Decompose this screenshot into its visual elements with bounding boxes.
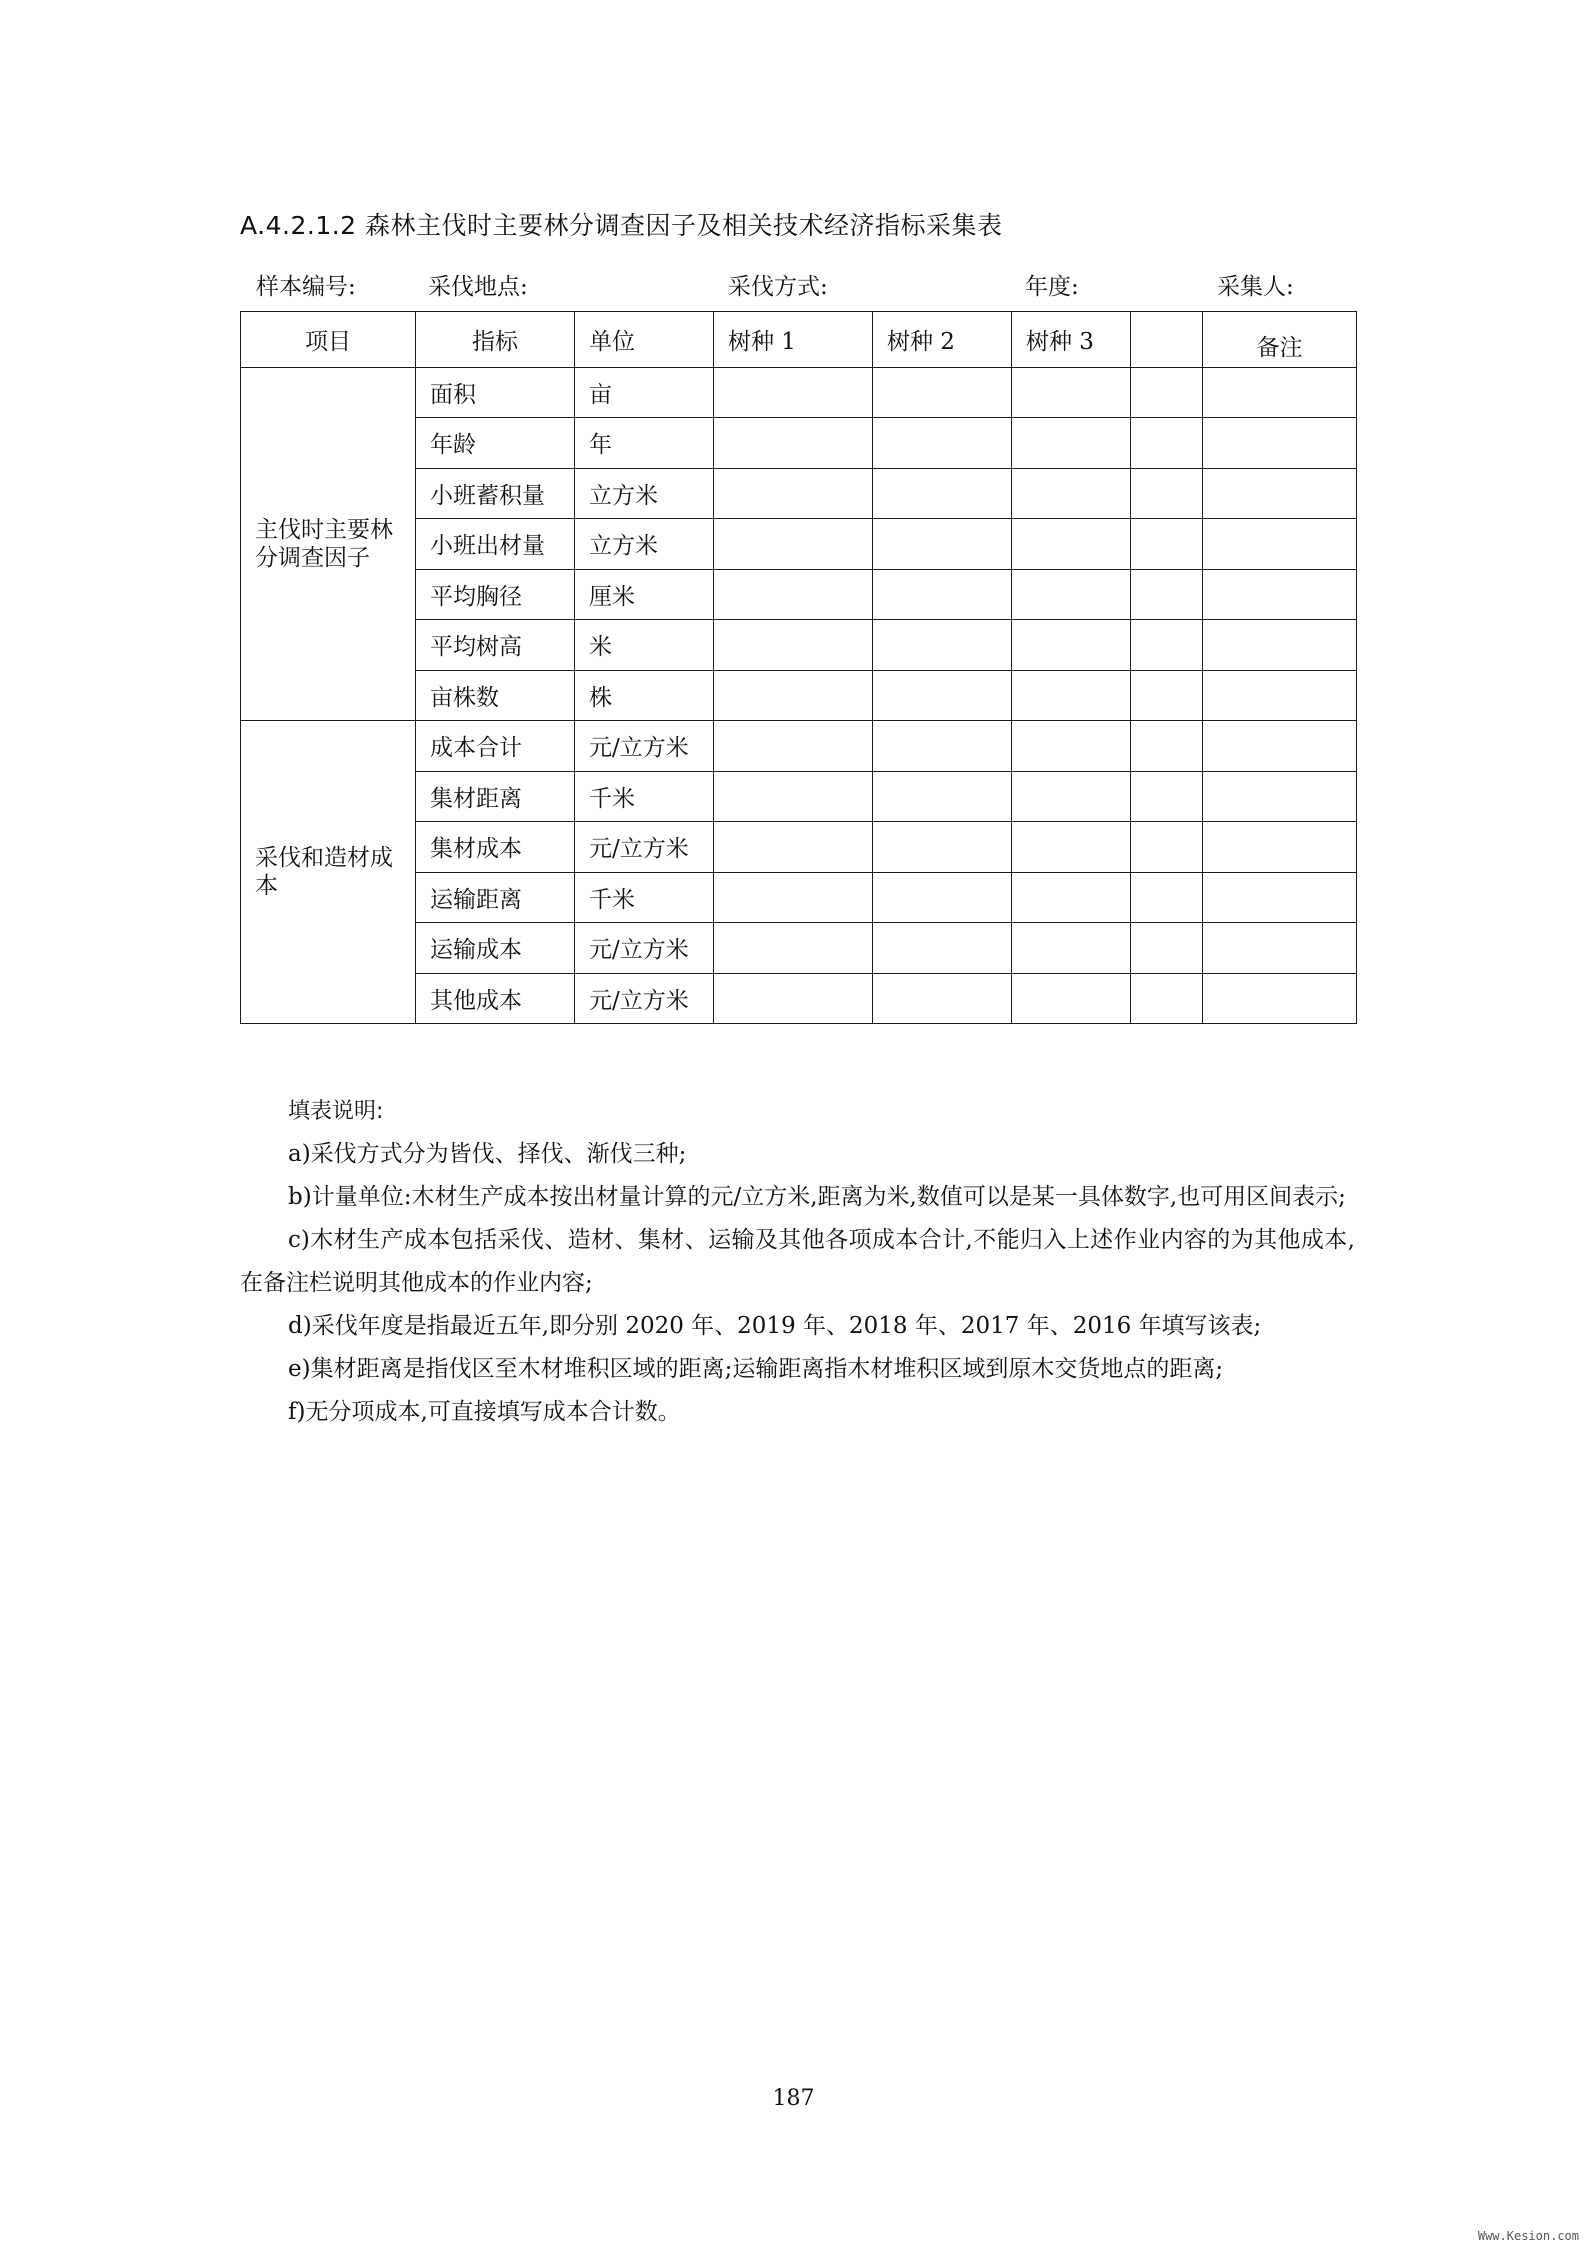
species-3-cell[interactable]	[1012, 367, 1131, 418]
remark-cell[interactable]	[1203, 569, 1357, 620]
species-3-cell[interactable]	[1012, 923, 1131, 974]
indicator-cell: 平均胸径	[416, 569, 575, 620]
species-2-cell[interactable]	[873, 367, 1012, 418]
sample-number-label: 样本编号:	[256, 274, 356, 300]
fill-instructions	[240, 1090, 1355, 1434]
species-3-cell[interactable]	[1012, 822, 1131, 873]
remark-cell[interactable]	[1203, 468, 1357, 519]
species-1-cell[interactable]	[714, 519, 873, 570]
indicator-cell: 小班蓄积量	[416, 468, 575, 519]
remark-cell[interactable]	[1203, 519, 1357, 570]
instructions-list	[240, 1133, 1355, 1434]
indicator-cell: 集材距离	[416, 771, 575, 822]
species-2-cell[interactable]	[873, 670, 1012, 721]
remark-cell[interactable]	[1203, 721, 1357, 772]
remark-cell[interactable]	[1203, 923, 1357, 974]
indicator-cell: 集材成本	[416, 822, 575, 873]
species-3-cell[interactable]	[1012, 973, 1131, 1024]
year-label: 年度:	[1025, 274, 1079, 300]
remark-cell[interactable]	[1203, 620, 1357, 671]
remark-cell[interactable]	[1203, 872, 1357, 923]
instruction-item: d)采伐年度是指最近五年,即分别 2020 年、2019 年、2018 年、2017 年、2016 年填写该表;	[288, 1313, 1262, 1339]
watermark: Www.Kesion.com	[1477, 2229, 1579, 2243]
instruction-item: e)集材距离是指伐区至木材堆积区域的距离;运输距离指木材堆积区域到原木交货地点的距离;	[288, 1356, 1224, 1382]
header-unit: 单位	[575, 312, 714, 368]
blank-cell[interactable]	[1131, 418, 1203, 469]
species-2-cell[interactable]	[873, 923, 1012, 974]
species-1-cell[interactable]	[714, 923, 873, 974]
remark-cell[interactable]	[1203, 670, 1357, 721]
table-row	[241, 721, 1357, 772]
blank-cell[interactable]	[1131, 923, 1203, 974]
blank-cell[interactable]	[1131, 367, 1203, 418]
harvest-method-label: 采伐方式:	[728, 274, 828, 300]
indicator-cell: 其他成本	[416, 973, 575, 1024]
indicator-cell: 平均树高	[416, 620, 575, 671]
remark-cell[interactable]	[1203, 822, 1357, 873]
species-2-cell[interactable]	[873, 721, 1012, 772]
unit-cell: 立方米	[575, 519, 714, 570]
blank-cell[interactable]	[1131, 771, 1203, 822]
blank-cell[interactable]	[1131, 468, 1203, 519]
species-1-cell[interactable]	[714, 771, 873, 822]
instruction-item: c)木材生产成本包括采伐、造材、集材、运输及其他各项成本合计,不能归入上述作业内容的为其他成本,在备注栏说明其他成本的作业内容;	[240, 1227, 1355, 1296]
header-remark: 备注	[1203, 312, 1357, 368]
species-3-cell[interactable]	[1012, 721, 1131, 772]
species-1-cell[interactable]	[714, 872, 873, 923]
remark-cell[interactable]	[1203, 367, 1357, 418]
unit-cell: 千米	[575, 771, 714, 822]
instruction-item: b)计量单位:木材生产成本按出材量计算的元/立方米,距离为米,数值可以是某一具体数字,也可用区间表示;	[288, 1184, 1346, 1210]
species-2-cell[interactable]	[873, 620, 1012, 671]
species-1-cell[interactable]	[714, 721, 873, 772]
remark-cell[interactable]	[1203, 418, 1357, 469]
species-2-cell[interactable]	[873, 973, 1012, 1024]
species-1-cell[interactable]	[714, 822, 873, 873]
header-species-1: 树种 1	[714, 312, 873, 368]
species-2-cell[interactable]	[873, 468, 1012, 519]
species-3-cell[interactable]	[1012, 670, 1131, 721]
species-1-cell[interactable]	[714, 620, 873, 671]
instruction-item: f)无分项成本,可直接填写成本合计数。	[288, 1399, 681, 1425]
remark-cell[interactable]	[1203, 973, 1357, 1024]
species-1-cell[interactable]	[714, 367, 873, 418]
blank-cell[interactable]	[1131, 721, 1203, 772]
species-3-cell[interactable]	[1012, 519, 1131, 570]
species-1-cell[interactable]	[714, 569, 873, 620]
species-3-cell[interactable]	[1012, 418, 1131, 469]
blank-cell[interactable]	[1131, 569, 1203, 620]
blank-cell[interactable]	[1131, 822, 1203, 873]
indicator-cell: 亩株数	[416, 670, 575, 721]
survey-table	[240, 311, 1357, 1024]
species-1-cell[interactable]	[714, 468, 873, 519]
unit-cell: 株	[575, 670, 714, 721]
species-1-cell[interactable]	[714, 973, 873, 1024]
indicator-cell: 小班出材量	[416, 519, 575, 570]
species-3-cell[interactable]	[1012, 771, 1131, 822]
header-species-3: 树种 3	[1012, 312, 1131, 368]
species-2-cell[interactable]	[873, 822, 1012, 873]
unit-cell: 千米	[575, 872, 714, 923]
collector-label: 采集人:	[1217, 274, 1294, 300]
species-2-cell[interactable]	[873, 519, 1012, 570]
species-2-cell[interactable]	[873, 418, 1012, 469]
species-3-cell[interactable]	[1012, 872, 1131, 923]
remark-cell[interactable]	[1203, 771, 1357, 822]
indicator-cell: 运输成本	[416, 923, 575, 974]
species-3-cell[interactable]	[1012, 569, 1131, 620]
species-2-cell[interactable]	[873, 872, 1012, 923]
header-blank	[1131, 312, 1203, 368]
indicator-cell: 面积	[416, 367, 575, 418]
group-label: 主伐时主要林分调查因子	[241, 367, 416, 721]
indicator-cell: 运输距离	[416, 872, 575, 923]
form-meta-line	[240, 268, 1360, 298]
blank-cell[interactable]	[1131, 670, 1203, 721]
species-3-cell[interactable]	[1012, 620, 1131, 671]
unit-cell: 元/立方米	[575, 822, 714, 873]
page-title: A.4.2.1.2 森林主伐时主要林分调查因子及相关技术经济指标采集表	[240, 211, 1003, 240]
page-number: 187	[772, 2086, 815, 2111]
instructions-heading: 填表说明:	[288, 1099, 384, 1124]
blank-cell[interactable]	[1131, 973, 1203, 1024]
species-1-cell[interactable]	[714, 418, 873, 469]
species-3-cell[interactable]	[1012, 468, 1131, 519]
header-species-2: 树种 2	[873, 312, 1012, 368]
blank-cell[interactable]	[1131, 620, 1203, 671]
instruction-item: a)采伐方式分为皆伐、择伐、渐伐三种;	[288, 1141, 687, 1167]
table-row	[241, 367, 1357, 418]
unit-cell: 米	[575, 620, 714, 671]
species-2-cell[interactable]	[873, 569, 1012, 620]
unit-cell: 厘米	[575, 569, 714, 620]
group-label: 采伐和造材成本	[241, 721, 416, 1024]
table-header-row	[241, 312, 1357, 368]
species-2-cell[interactable]	[873, 771, 1012, 822]
unit-cell: 年	[575, 418, 714, 469]
unit-cell: 立方米	[575, 468, 714, 519]
blank-cell[interactable]	[1131, 519, 1203, 570]
indicator-cell: 年龄	[416, 418, 575, 469]
indicator-cell: 成本合计	[416, 721, 575, 772]
unit-cell: 元/立方米	[575, 721, 714, 772]
unit-cell: 元/立方米	[575, 973, 714, 1024]
unit-cell: 亩	[575, 367, 714, 418]
species-1-cell[interactable]	[714, 670, 873, 721]
header-item: 项目	[241, 312, 416, 368]
unit-cell: 元/立方米	[575, 923, 714, 974]
header-indicator: 指标	[416, 312, 575, 368]
harvest-location-label: 采伐地点:	[428, 274, 528, 300]
blank-cell[interactable]	[1131, 872, 1203, 923]
